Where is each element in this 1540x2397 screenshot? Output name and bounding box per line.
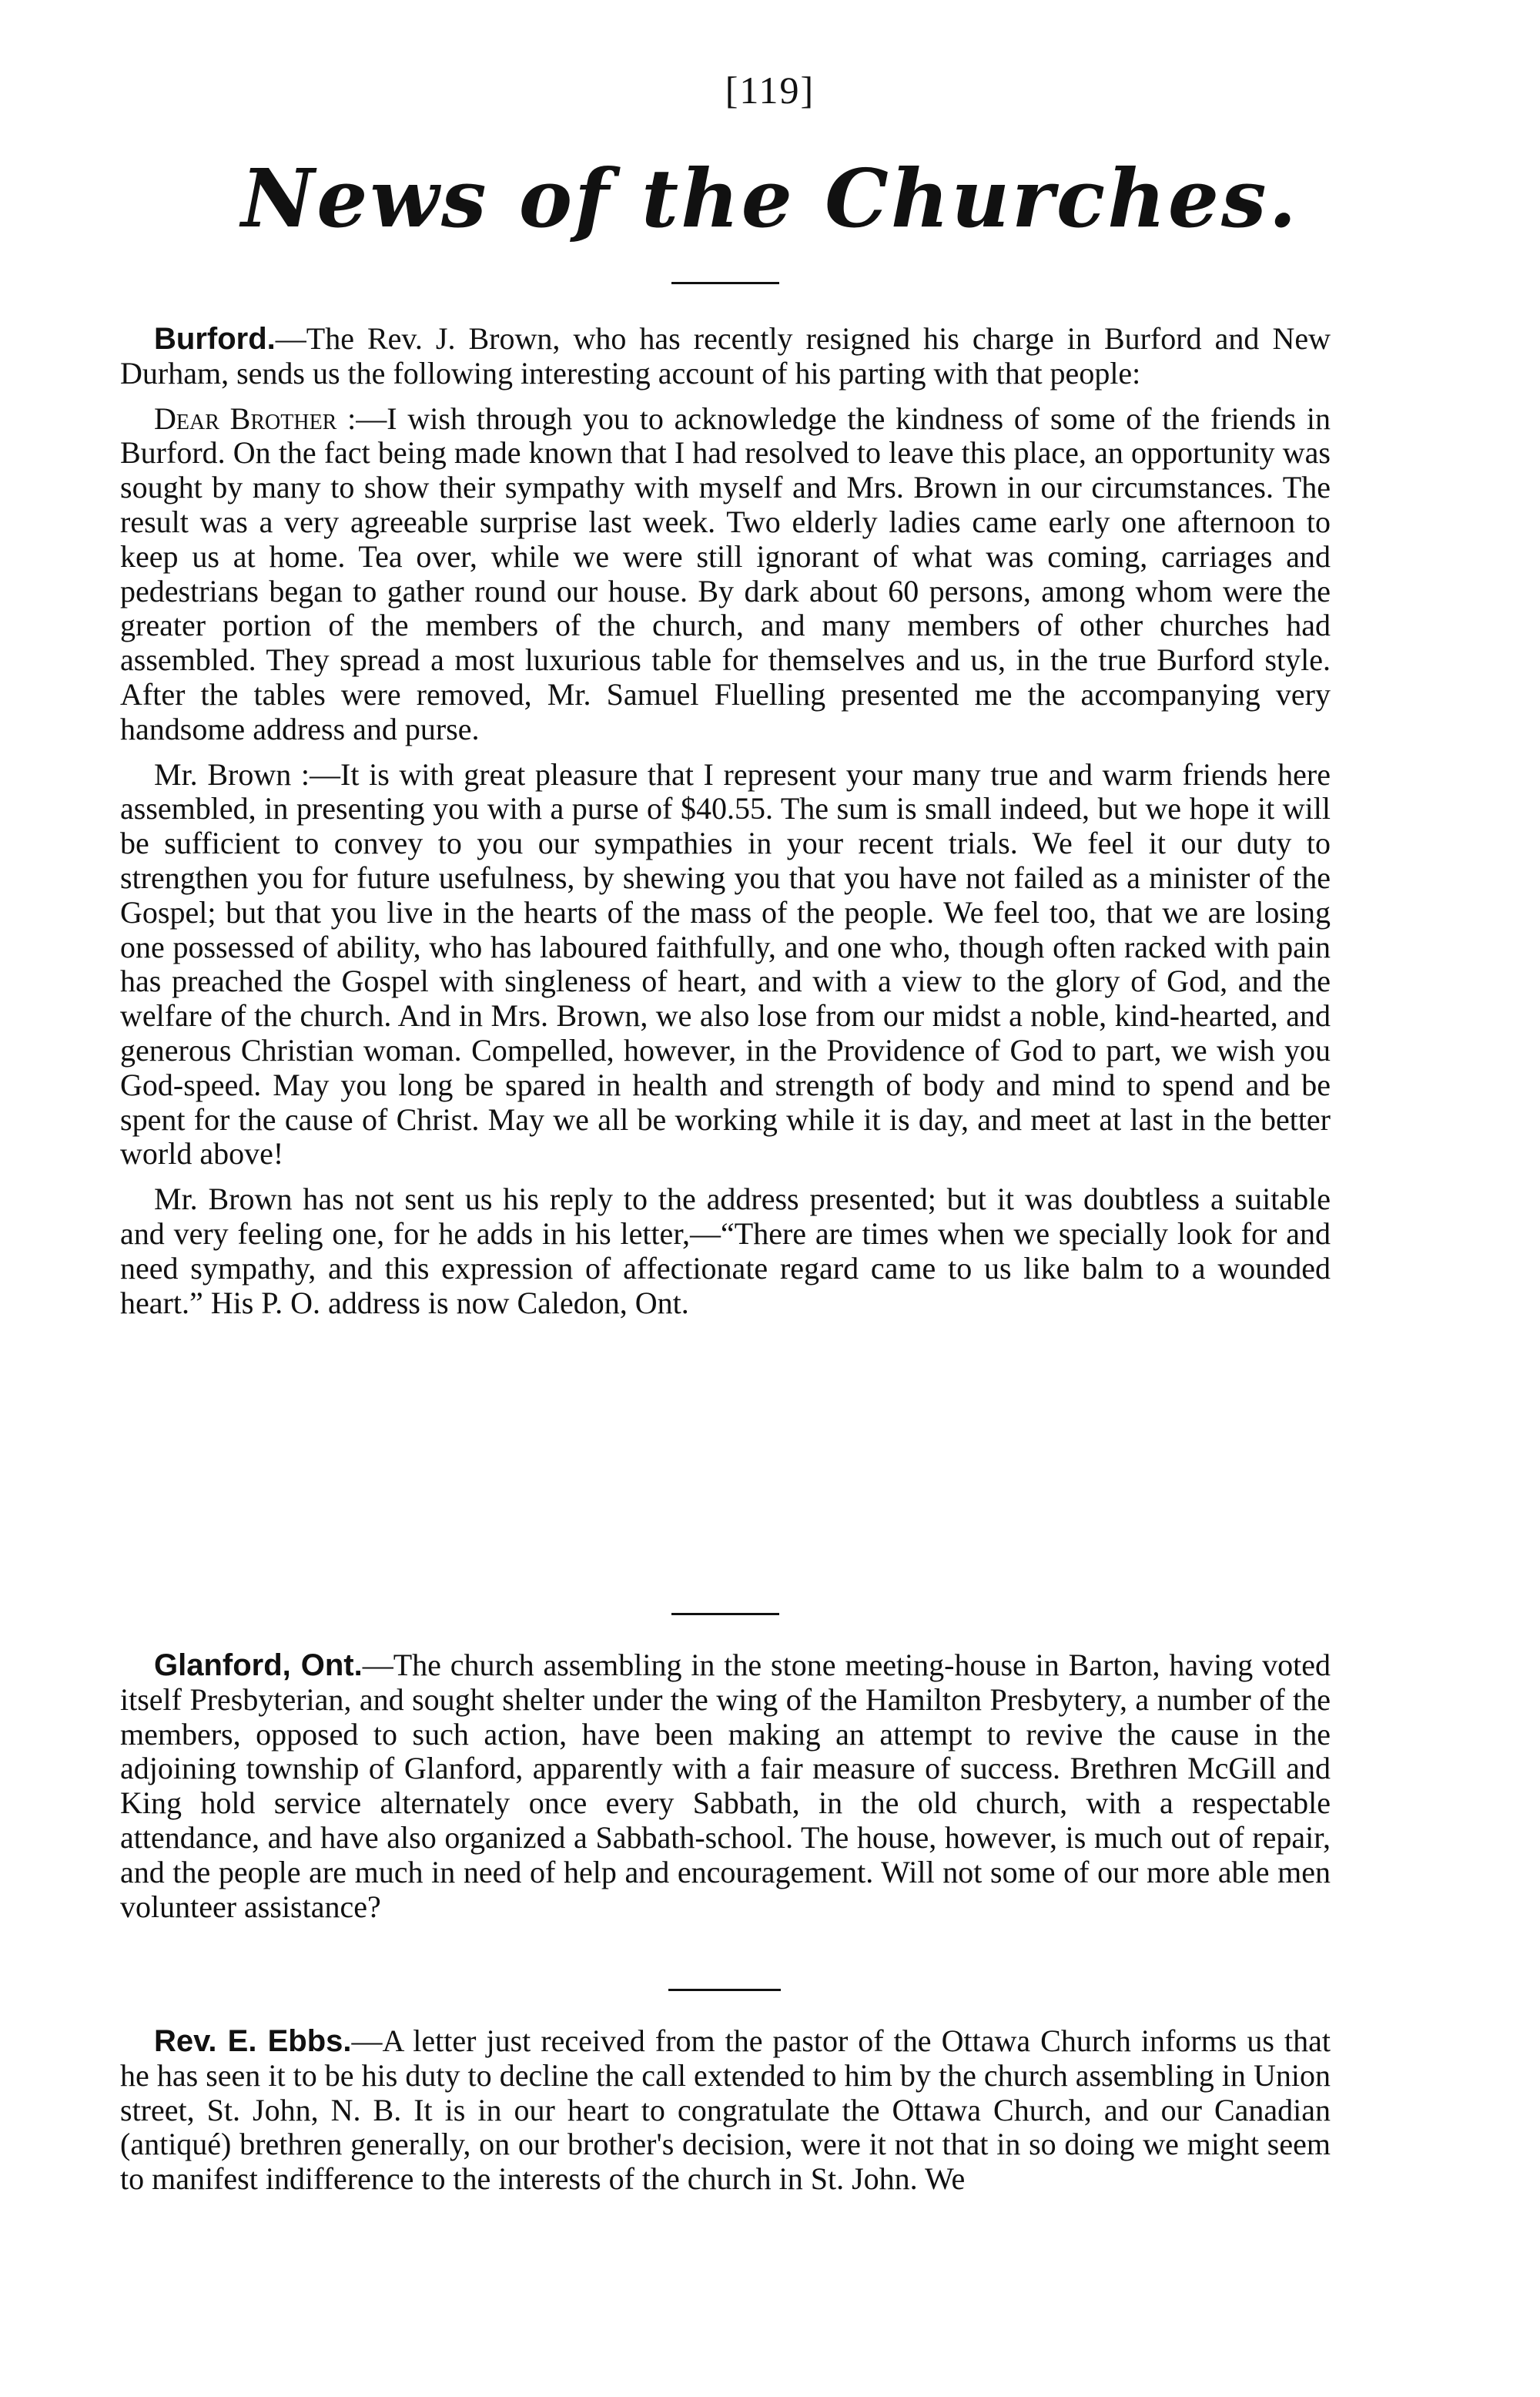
paragraph-text: —The church assembling in the stone meeting-house in Barton, having voted itself Presbyterian, and sought shelter under the wing of the Hamilton Presbytery, a number of the members, opposed to such action, have been making an attempt to revive the cause in the adjoining township of Glanford, apparently with a fair measure of success. Brethren McGill and King hold service alternately once every Sabbath, in the old church, with a respectable attendance, and have also organized a Sabbath-school. The house, however, is much out of repair, and the people are much in need of help and encouragement. Will not some of our more able men volunteer assistance? xyxy=(120,1648,1331,1924)
section-glanford xyxy=(120,1648,1331,1924)
paragraph: Mr. Brown has not sent us his reply to the address presented; but it was doubtless a suitable and very feeling one, for he adds in his letter,—“There are times when we specially look for and need sympathy, and this expression of affectionate regard came to us like balm to a wounded heart.” His P. O. address is now Caledon, Ont. xyxy=(120,1182,1331,1320)
section-heading-burford: Burford. xyxy=(154,322,276,356)
paragraph-text: —The Rev. J. Brown, who has recently resigned his charge in Burford and New Durham, sends us the following interesting account of his parting with that people: xyxy=(120,321,1331,391)
divider-rule xyxy=(671,1613,779,1615)
paragraph: Mr. Brown :—It is with great pleasure that I represent your many true and warm friends here assembled, in presenting you with a purse of $40.55. The sum is small indeed, but we hope it will be sufficient to convey to you our sympathies in your recent trials. We feel it our duty to strengthen you for future usefulness, by shewing you that you have not failed as a minister of the Gospel; but that you live in the hearts of the mass of the people. We feel too, that we are losing one possessed of ability, who has laboured faithfully, and one who, though often racked with pain has preached the Gospel with singleness of heart, and with a view to the glory of God, and the welfare of the church. And in Mrs. Brown, we also lose from our midst a noble, kind-hearted, and generous Christian woman. Compelled, however, in the Providence of God to part, we wish you God-speed. May you long be spared in health and strength of body and mind to spend and be spent for the cause of Christ. May we all be working while it is day, and meet at last in the better world above! xyxy=(120,756,1331,1172)
salutation: Dear Brother xyxy=(154,401,337,436)
section-ebbs xyxy=(120,2024,1331,2197)
section-burford xyxy=(120,322,1331,1320)
divider-rule xyxy=(668,1989,781,1991)
paragraph-text: :—I wish through you to acknowledge the kindness of some of the friends in Burford. On the fact being made known that I had resolved to leave this place, an opportunity was sought by many to show their sympathy with myself and Mrs. Brown in our circumstances. The result was a very agreeable surprise last week. Two elderly ladies came early one afternoon to keep us at home. Tea over, while we were still ignorant of what was coming, carriages and pedestrians began to gather round our house. By dark about 60 persons, among whom were the greater portion of the members of the church, and many members of other churches had assembled. They spread a most luxurious table for themselves and us, in the true Burford style. After the tables were removed, Mr. Samuel Fluelling presented me the accompanying very handsome address and purse. xyxy=(120,401,1331,746)
page-number: [119] xyxy=(725,69,815,112)
paragraph-text: —A letter just received from the pastor of the Ottawa Church informs us that he has seen it to be his duty to decline the call extended to him by the church assembling in Union street, St. John, N. B. It is in our heart to congratulate the Ottawa Church, and our Canadian (antiqué) brethren generally, on our brother's decision, were it not that in so doing we might seem to manifest indifference to the interests of the church in St. John. We xyxy=(120,2023,1331,2197)
page-title: News of the Churches. xyxy=(241,151,1299,246)
divider-rule xyxy=(671,282,779,284)
section-heading-glanford: Glanford, Ont. xyxy=(154,1648,363,1682)
paragraph xyxy=(120,2024,1331,2197)
paragraph xyxy=(120,322,1331,391)
paragraph xyxy=(120,402,1331,747)
section-heading-ebbs: Rev. E. Ebbs. xyxy=(154,2024,352,2058)
paragraph xyxy=(120,1648,1331,1924)
